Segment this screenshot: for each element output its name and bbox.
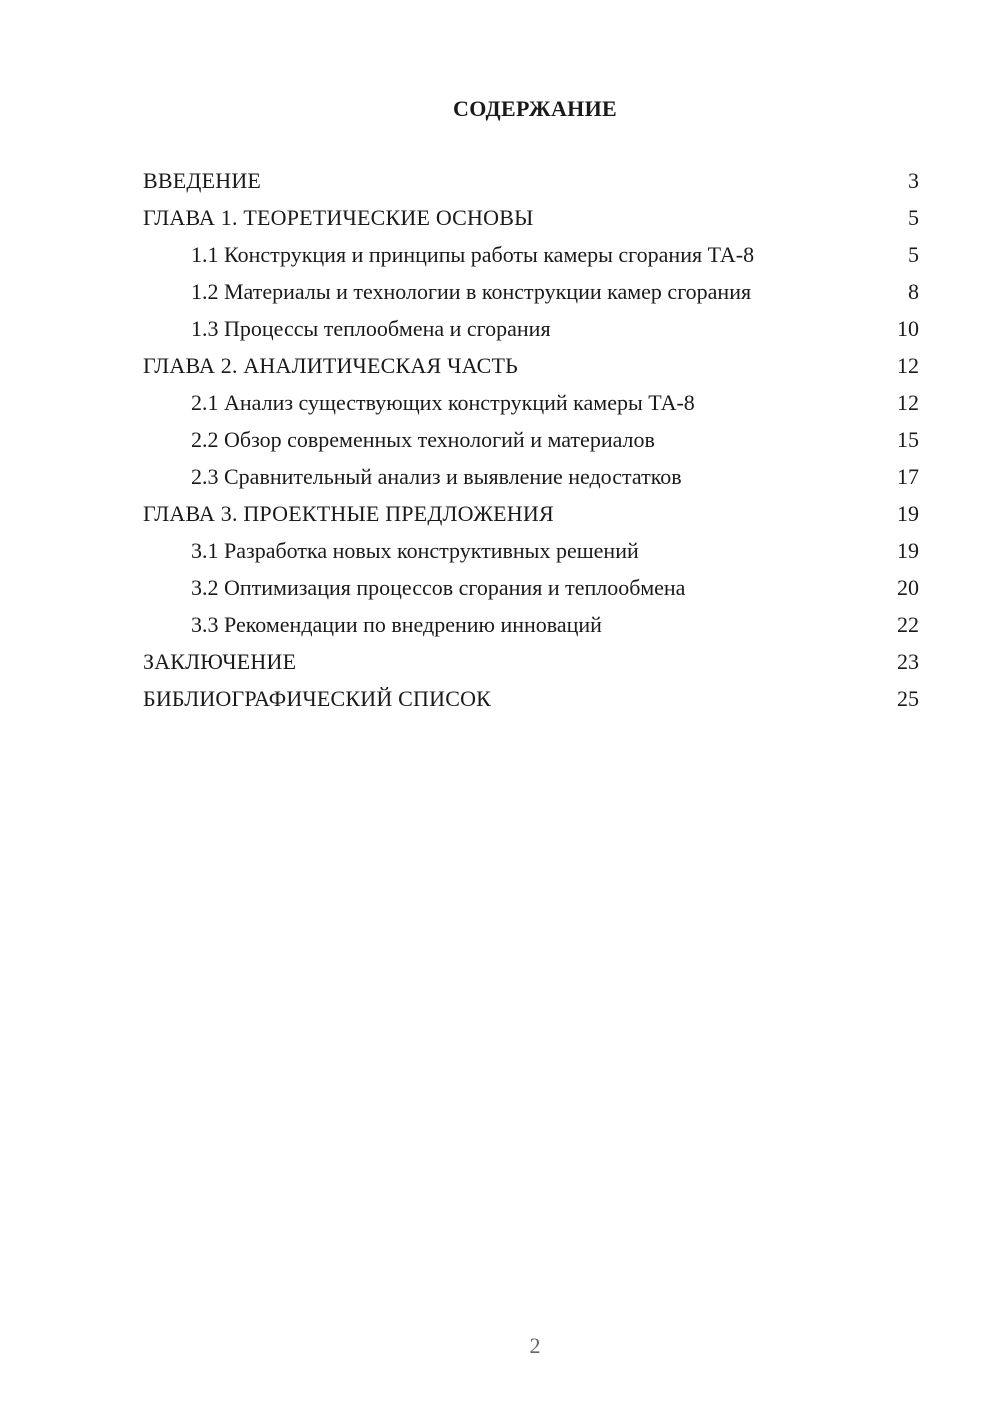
toc-entry-page: 22 xyxy=(897,612,919,637)
toc-entry-page: 25 xyxy=(897,686,919,711)
toc-entry-conclusion[interactable] xyxy=(143,649,919,675)
toc-entry-text: 2.1 Анализ существующих конструкций камеры ТА-8 xyxy=(191,390,695,415)
toc-entry-page: 15 xyxy=(897,427,919,452)
toc-entry-text: 1.1 Конструкция и принципы работы камеры сгорания ТА-8 xyxy=(191,242,755,267)
toc-entry-chapter-2[interactable] xyxy=(143,353,919,379)
page-title: СОДЕРЖАНИЕ xyxy=(453,96,617,121)
toc-entry-chapter-1[interactable] xyxy=(143,205,919,231)
toc-entry-text: 2.3 Сравнительный анализ и выявление недостатков xyxy=(191,464,682,489)
toc-entry-section-2-2[interactable] xyxy=(143,427,919,453)
toc-entry-page: 17 xyxy=(897,464,919,489)
toc-entry-text: ЗАКЛЮЧЕНИЕ xyxy=(143,649,297,674)
toc-entry-page: 19 xyxy=(897,538,919,563)
toc-entry-text: 1.2 Материалы и технологии в конструкции камер сгорания xyxy=(191,279,752,304)
toc-entry-page: 12 xyxy=(897,353,919,378)
toc-entry-text: ГЛАВА 2. АНАЛИТИЧЕСКАЯ ЧАСТЬ xyxy=(143,353,518,378)
toc-entry-page: 19 xyxy=(897,501,919,526)
toc-entry-text: ГЛАВА 1. ТЕОРЕТИЧЕСКИЕ ОСНОВЫ xyxy=(143,205,534,230)
toc-entry-section-1-3[interactable] xyxy=(143,316,919,342)
toc-entry-page: 20 xyxy=(897,575,919,600)
toc-entry-bibliography[interactable] xyxy=(143,686,919,712)
toc-entry-page: 3 xyxy=(908,168,919,193)
toc-entry-section-3-3[interactable] xyxy=(143,612,919,638)
toc-entry-section-2-3[interactable] xyxy=(143,464,919,490)
toc-entry-text: 3.1 Разработка новых конструктивных решений xyxy=(191,538,639,563)
toc-entry-section-2-1[interactable] xyxy=(143,390,919,416)
toc-entry-chapter-3[interactable] xyxy=(143,501,919,527)
toc-entry-page: 8 xyxy=(908,279,919,304)
toc-entry-text: БИБЛИОГРАФИЧЕСКИЙ СПИСОК xyxy=(143,686,492,711)
toc-entry-text: 1.3 Процессы теплообмена и сгорания xyxy=(191,316,551,341)
toc-entry-page: 5 xyxy=(908,242,919,267)
toc-entry-page: 10 xyxy=(897,316,919,341)
toc-entry-text: ВВЕДЕНИЕ xyxy=(143,168,262,193)
toc-entry-text: 2.2 Обзор современных технологий и материалов xyxy=(191,427,655,452)
toc-entry-section-1-1[interactable] xyxy=(143,242,919,268)
toc-entry-section-3-1[interactable] xyxy=(143,538,919,564)
toc-entry-page: 23 xyxy=(897,649,919,674)
toc-entry-text: 3.2 Оптимизация процессов сгорания и теплообмена xyxy=(191,575,686,600)
toc-entry-text: ГЛАВА 3. ПРОЕКТНЫЕ ПРЕДЛОЖЕНИЯ xyxy=(143,501,554,526)
table-of-contents xyxy=(143,168,919,723)
page-number: 2 xyxy=(529,1333,541,1358)
toc-entry-section-3-2[interactable] xyxy=(143,575,919,601)
toc-entry-page: 12 xyxy=(897,390,919,415)
toc-entry-introduction[interactable] xyxy=(143,168,919,194)
toc-entry-section-1-2[interactable] xyxy=(143,279,919,305)
toc-entry-text: 3.3 Рекомендации по внедрению инноваций xyxy=(191,612,602,637)
toc-entry-page: 5 xyxy=(908,205,919,230)
